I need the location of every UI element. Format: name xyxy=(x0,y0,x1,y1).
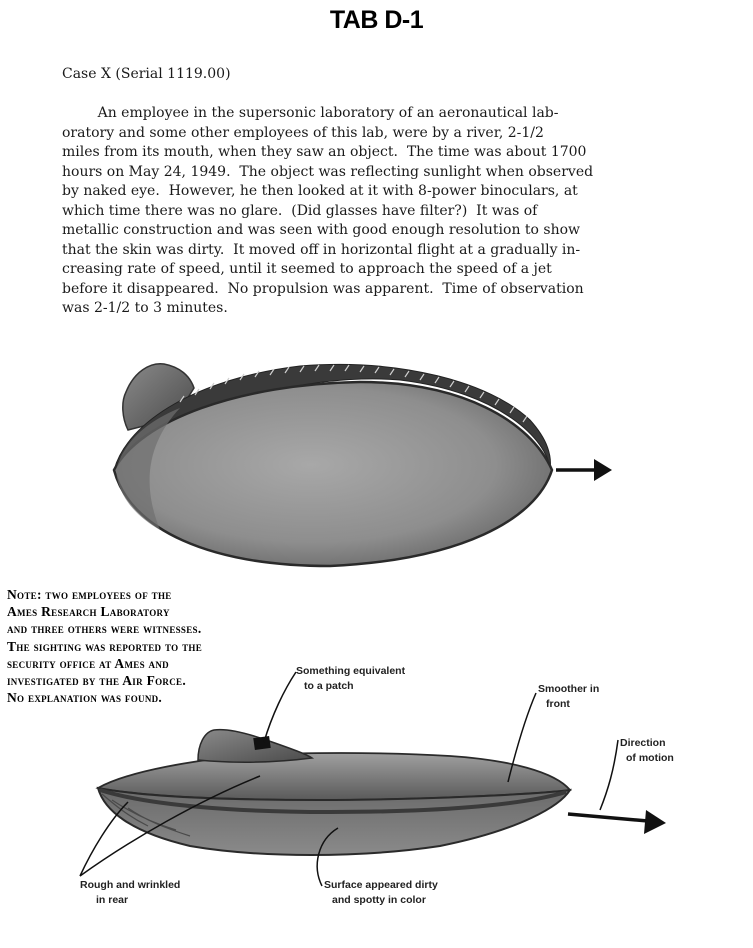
patch-callout xyxy=(296,664,405,694)
side-view-upper-body xyxy=(98,753,570,800)
direction-callout-line: Direction xyxy=(620,737,666,749)
object-side-view xyxy=(98,730,666,855)
patch-leader-line xyxy=(264,672,296,742)
direction-leader-line xyxy=(600,740,618,810)
narrative-line: creasing rate of speed, until it seemed to approach the speed of a jet xyxy=(62,261,552,277)
surface-callout xyxy=(324,878,438,908)
narrative-line: before it disappeared. No propulsion was apparent. Time of observation xyxy=(62,280,584,297)
smoother-callout-line: Smoother in xyxy=(538,683,600,695)
narrative-line: by naked eye. However, he then looked at it with 8-power binoculars, at xyxy=(62,183,578,199)
narrative-line: that the skin was dirty. It moved off in horizontal flight at a gradually in- xyxy=(62,241,581,258)
note-line: investigated by the Air Force. xyxy=(7,673,186,689)
note-line: Ames Research Laboratory xyxy=(7,604,170,620)
witness-note xyxy=(7,586,202,706)
note-line: No explanation was found. xyxy=(7,690,163,706)
surface-callout-line: and spotty in color xyxy=(332,894,426,906)
narrative-line: which time there was no glare. (Did glasses have filter?) It was of xyxy=(62,202,538,219)
narrative-line: metallic construction and was seen with good enough resolution to show xyxy=(62,222,581,238)
note-line: and three others were witnesses. xyxy=(7,621,202,637)
direction-callout xyxy=(620,736,674,766)
case-heading: Case X (Serial 1119.00) xyxy=(62,66,231,82)
rough-callout xyxy=(80,878,180,908)
direction-callout-line: of motion xyxy=(626,752,674,764)
patch-callout-line: to a patch xyxy=(304,680,354,692)
side-view-arrow-shaft xyxy=(568,814,648,821)
note-line: security office at Ames and xyxy=(7,655,169,671)
narrative-line: was 2-1/2 to 3 minutes. xyxy=(62,300,228,316)
narrative-line: oratory and some other employees of this lab, were by a river, 2-1/2 xyxy=(62,124,544,141)
note-line: The sighting was reported to the xyxy=(7,638,203,654)
surface-callout-line: Surface appeared dirty xyxy=(324,879,438,891)
side-view-arrow-head xyxy=(644,810,666,834)
object-top-view xyxy=(114,364,612,566)
rough-callout-line: Rough and wrinkled xyxy=(80,879,181,891)
side-view-patch xyxy=(253,736,271,750)
note-line: Note: two employees of the xyxy=(7,587,172,602)
smoother-callout xyxy=(538,682,599,712)
smoother-callout-line: front xyxy=(546,698,570,710)
narrative-line: miles from its mouth, when they saw an object. The time was about 1700 xyxy=(62,144,587,160)
top-view-arrow-head xyxy=(594,459,612,481)
narrative-line: An employee in the supersonic laboratory of an aeronautical lab- xyxy=(62,105,559,121)
rough-callout-line: in rear xyxy=(96,894,129,906)
page-title: TAB D-1 xyxy=(329,6,424,34)
patch-callout-line: Something equivalent xyxy=(296,665,406,677)
narrative-line: hours on May 24, 1949. The object was reflecting sunlight when observed xyxy=(62,163,594,180)
